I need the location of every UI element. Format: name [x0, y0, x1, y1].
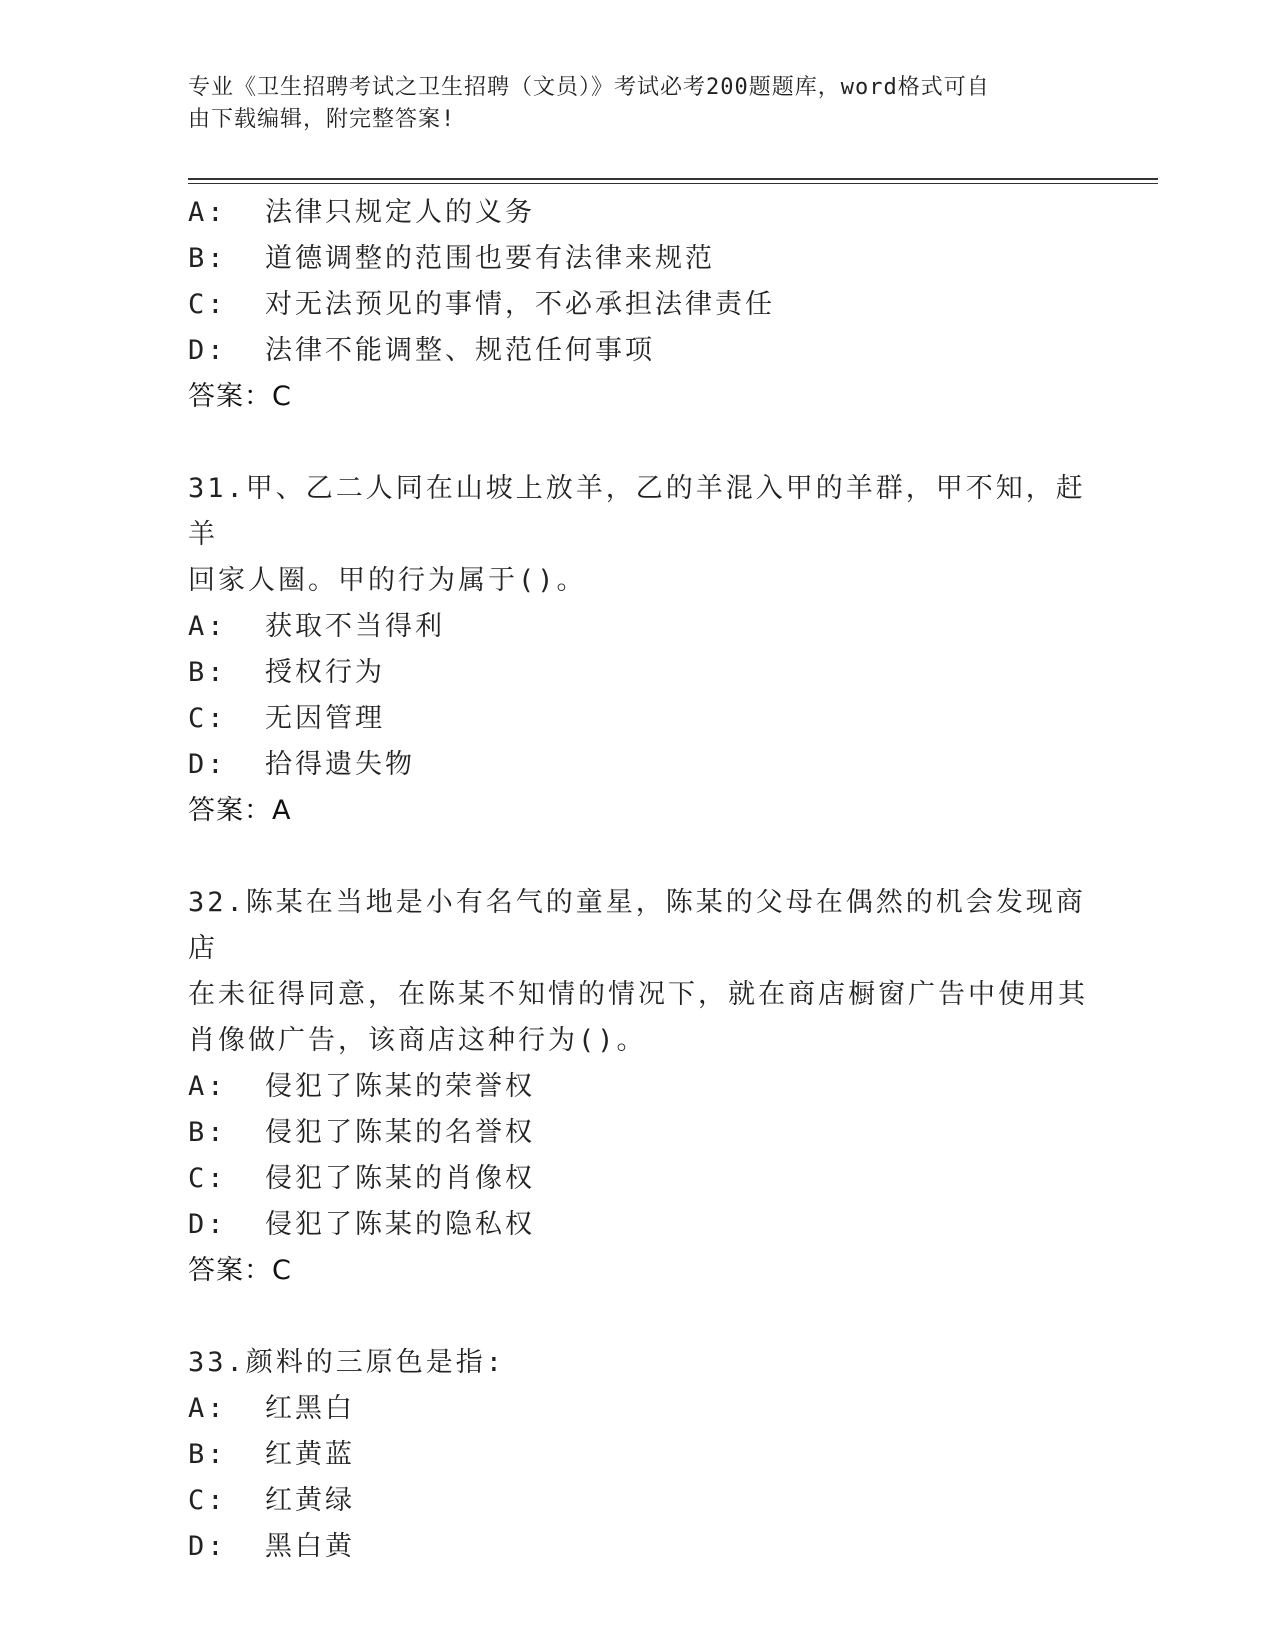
option-c: C: 侵犯了陈某的肖像权 — [188, 1163, 536, 1194]
option-d: D: 黑白黄 — [188, 1531, 356, 1562]
option-b: B: 授权行为 — [188, 657, 386, 688]
answer-label: 答案：C — [188, 1255, 292, 1286]
document-header — [188, 72, 1068, 136]
header-line-2: 由下载编辑，附完整答案! — [188, 107, 456, 132]
question-stem-line: 32.陈某在当地是小有名气的童星，陈某的父母在偶然的机会发现商店 — [188, 887, 1086, 964]
header-divider-thick — [188, 178, 1158, 180]
option-c: C: 对无法预见的事情，不必承担法律责任 — [188, 289, 776, 320]
option-a: A: 法律只规定人的义务 — [188, 197, 536, 228]
answer-label: 答案：A — [188, 795, 292, 826]
question-stem-line: 31.甲、乙二人同在山坡上放羊，乙的羊混入甲的羊群，甲不知，赶羊 — [188, 473, 1086, 550]
option-a: A: 获取不当得利 — [188, 611, 446, 642]
option-d: D: 侵犯了陈某的隐私权 — [188, 1209, 536, 1240]
question-stem-line: 33.颜料的三原色是指: — [188, 1347, 506, 1378]
option-a: A: 红黑白 — [188, 1393, 356, 1424]
option-d: D: 拾得遗失物 — [188, 749, 416, 780]
question-stem-line: 回家人圈。甲的行为属于()。 — [188, 565, 587, 596]
question-list — [188, 190, 1088, 1570]
header-line-1: 专业《卫生招聘考试之卫生招聘（文员）》考试必考200题题库，word格式可自 — [188, 75, 990, 100]
spacer — [188, 420, 1088, 466]
option-b: B: 红黄蓝 — [188, 1439, 356, 1470]
spacer — [188, 1294, 1088, 1340]
option-c: C: 红黄绿 — [188, 1485, 356, 1516]
question-block-32 — [188, 880, 1088, 1294]
option-b: B: 侵犯了陈某的名誉权 — [188, 1117, 536, 1148]
spacer — [188, 834, 1088, 880]
option-c: C: 无因管理 — [188, 703, 386, 734]
question-stem-line: 在未征得同意，在陈某不知情的情况下，就在商店橱窗广告中使用其 — [188, 979, 1088, 1010]
option-d: D: 法律不能调整、规范任何事项 — [188, 335, 656, 366]
question-stem-line: 肖像做广告，该商店这种行为()。 — [188, 1025, 647, 1056]
question-block-33 — [188, 1340, 1088, 1570]
option-a: A: 侵犯了陈某的荣誉权 — [188, 1071, 536, 1102]
question-block-30 — [188, 190, 1088, 420]
header-divider-thin — [188, 183, 1158, 184]
answer-label: 答案：C — [188, 381, 292, 412]
question-block-31 — [188, 466, 1088, 834]
option-b: B: 道德调整的范围也要有法律来规范 — [188, 243, 716, 274]
